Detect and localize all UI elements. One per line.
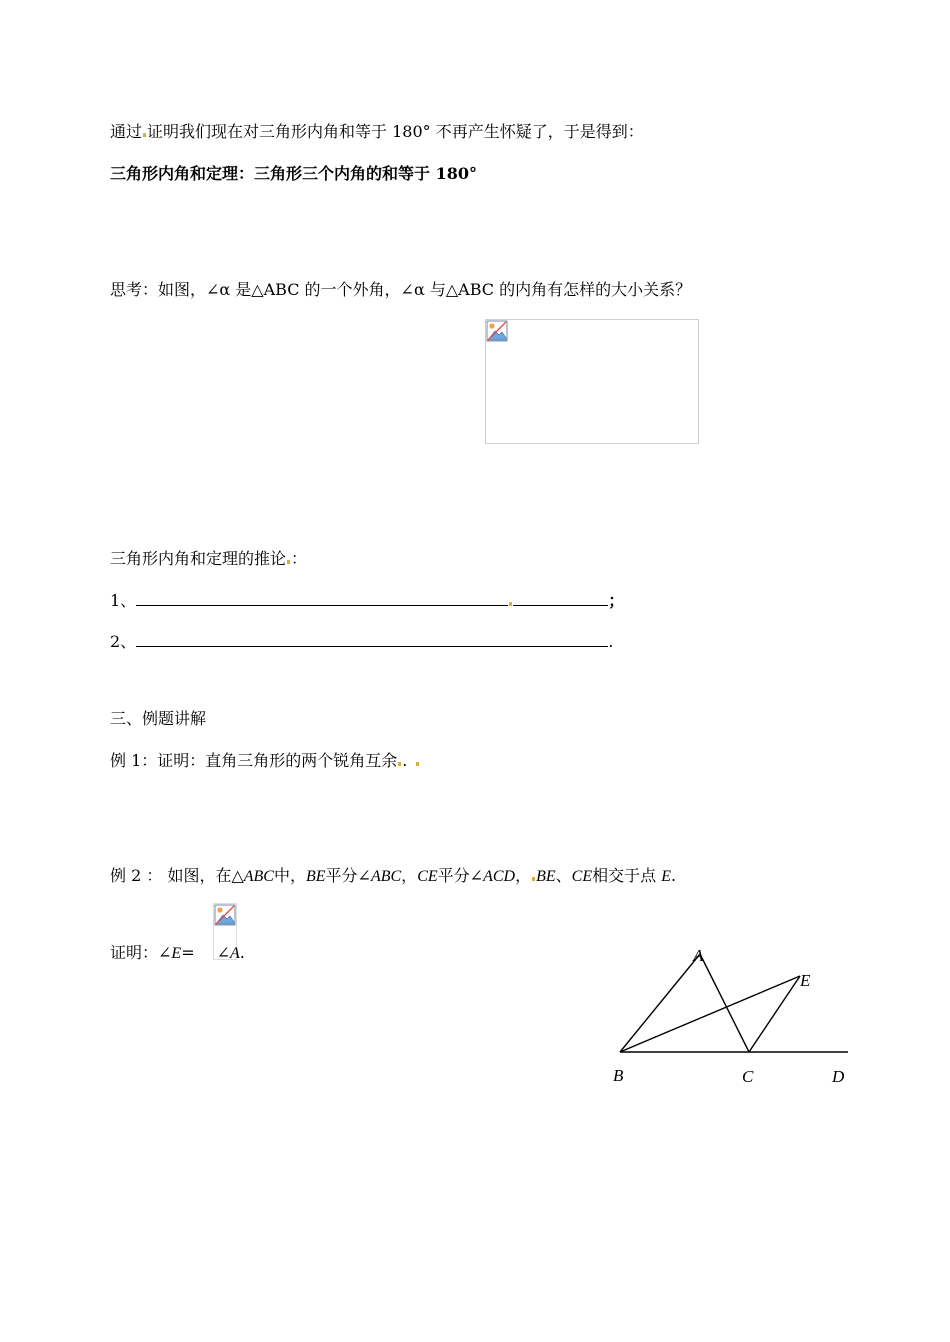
example-1-text: 例 1：证明：直角三角形的两个锐角互余 [110,751,398,770]
item-end: ； [608,591,625,610]
corollary-item-1 [110,591,624,611]
corollary-colon: ： [291,549,308,568]
intro-text-b: 证明我们现在对三角形内角和等于 180° 不再产生怀疑了，于是得到： [147,122,644,141]
theorem: 三角形内角和定理：三角形三个内角的和等于 180° [110,164,477,183]
math-acd: ACD [483,868,516,885]
math-e: E [171,945,182,962]
label-e: E [800,971,811,990]
text: . [670,866,677,885]
example-1 [110,751,420,771]
text: 中， [273,866,306,885]
label-b: B [613,1066,624,1085]
text: 、 [555,866,572,885]
math-abc: ABC [370,868,402,885]
triangle-figure [600,940,860,1100]
text: . [239,943,245,962]
math-a: A [230,945,240,962]
label-a: A [693,946,704,965]
section-heading: 三、例题讲解 [110,709,207,728]
equals: = [181,943,195,962]
fill-in-blank[interactable] [136,632,608,647]
item-number: 1、 [110,591,137,610]
math-be: BE [536,868,556,885]
edit-mark [509,602,512,606]
image-placeholder [485,319,699,444]
fill-in-blank[interactable] [136,591,508,606]
item-number: 2、 [110,632,137,651]
text: 平分∠ [437,866,484,885]
angle-symbol: ∠ [216,943,231,962]
edit-mark [287,560,290,564]
line-ac [700,954,749,1052]
corollary-title [110,549,307,569]
fill-in-blank[interactable] [513,591,608,606]
text: ， [401,866,418,885]
math-e: E [661,868,671,885]
broken-image-icon [214,904,236,926]
label-c: C [742,1067,754,1086]
text: ， [515,866,532,885]
example-2-prefix: 例 2 ： 如图，在△ [110,866,244,885]
edit-mark [532,877,535,881]
corollary-title-text: 三角形内角和定理的推论 [110,549,287,568]
math-ce: CE [571,868,593,885]
example-1-dot: . [402,751,408,770]
proof-line [110,943,245,964]
edit-mark [143,133,146,137]
think-question: 思考：如图，∠α 是△ABC 的一个外角，∠α 与△ABC 的内角有怎样的大小关系？ [110,280,692,299]
math-abc: ABC [243,868,274,885]
line-be [620,976,800,1052]
item-end: . [608,632,614,651]
math-be: BE [305,868,326,885]
label-d: D [832,1067,845,1086]
edit-mark [398,762,401,766]
line-ba [620,954,700,1052]
proof-prefix: 证明：∠ [110,943,172,962]
math-ce: CE [417,868,438,885]
example-2 [110,866,676,887]
text: 相交于点 [592,866,662,885]
broken-image-icon [486,320,508,342]
intro-text-a: 通过 [110,122,143,141]
intro-line [110,122,644,142]
text: 平分∠ [325,866,371,885]
edit-mark [416,762,419,766]
corollary-item-2 [110,632,613,652]
